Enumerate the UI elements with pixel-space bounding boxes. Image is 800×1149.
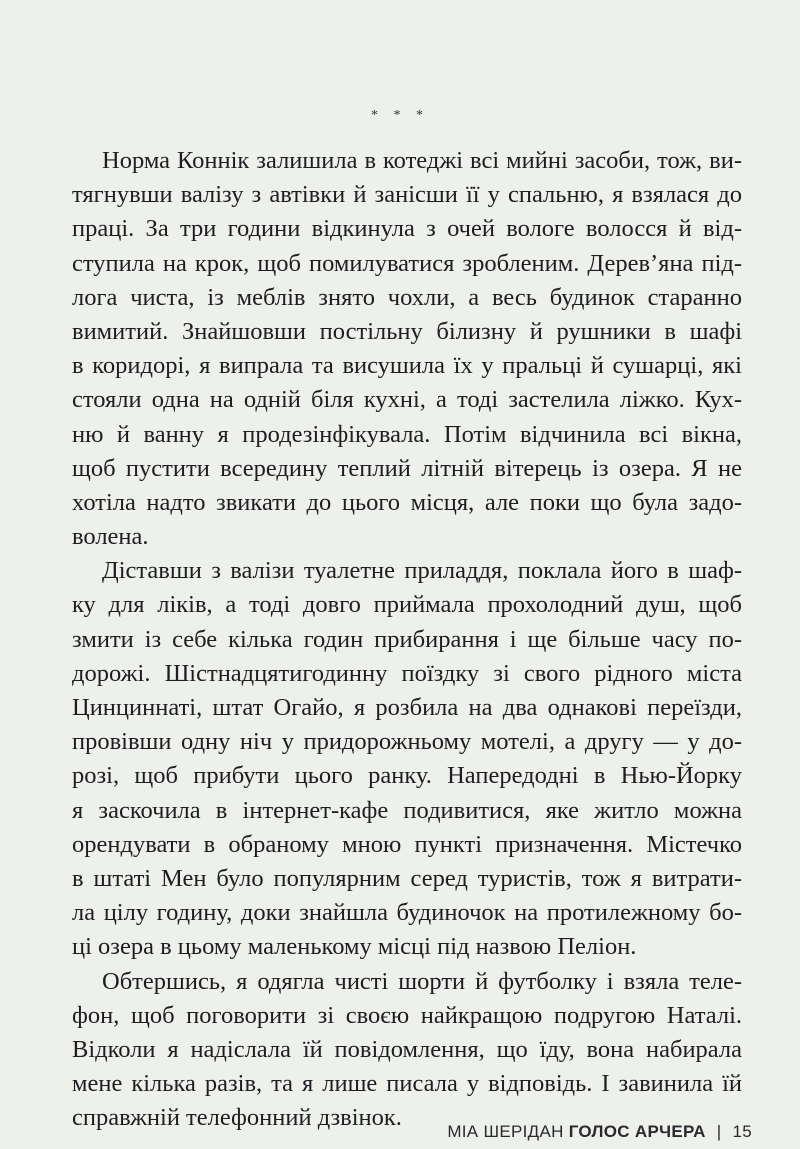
text-line: фон, щоб поговорити зі своєю найкращою подругою Наталі. (72, 1001, 742, 1029)
text-line: ню й ванну я продезінфікувала. Потім відчинила всі вікна, (72, 420, 742, 448)
page-number: 15 (732, 1122, 752, 1141)
text-line: розі, щоб прибути цього ранку. Напередодні в Нью-Йорку (72, 762, 742, 790)
paragraph (72, 144, 742, 554)
text-line: ці озера в цьому маленькому місці під назвою Пеліон. (72, 933, 637, 961)
text-line: дорожі. Шістнадцятигодинну поїздку зі свого рідного міста (72, 659, 742, 687)
text-line: хотіла надто звикати до цього місця, але поки що була задо- (72, 488, 742, 516)
text-line: Цинциннаті, штат Огайо, я розбила на два однакові переїзди, (72, 694, 742, 721)
text-line: тягнувши валізу з автівки й занісши її у спальню, я взялася до (72, 181, 742, 209)
paragraph (72, 965, 742, 1136)
text-line: стояли одна на одній біля кухні, а тоді застелила ліжко. Кух- (72, 386, 742, 414)
text-line: я заскочила в інтернет-кафе подивитися, яке житло можна (72, 796, 742, 824)
text-line: ступила на крок, щоб помилуватися зробленим. Дерев’яна під- (72, 249, 742, 277)
text-line: мене кілька разів, та я лише писала у відповідь. І завинила їй (72, 1070, 742, 1098)
text-line: щоб пустити всередину теплий літній вітерець із озера. Я не (72, 454, 742, 482)
text-line: в коридорі, я випрала та висушила їх у пральці й сушарці, які (72, 352, 742, 380)
text-line: справжній телефонний дзвінок. (72, 1104, 402, 1132)
running-footer (447, 1122, 752, 1142)
footer-book-title: ГОЛОС АРЧЕРА (568, 1122, 706, 1141)
footer-divider: | (716, 1122, 722, 1141)
text-line: ку для ліків, а тоді довго приймала прохолодний душ, щоб (72, 591, 742, 619)
text-line: волена. (72, 523, 149, 551)
text-line: Норма Коннік залишила в котеджі всі мийні засоби, тож, ви- (102, 147, 742, 174)
text-line: орендувати в обраному мною пункті призначення. Містечко (72, 830, 742, 858)
text-line: провівши одну ніч у придорожньому мотелі, а другу — у до- (72, 728, 742, 756)
text-line: праці. За три години відкинула з очей вологе волосся й від- (72, 215, 742, 243)
text-line: Обтершись, я одягла чисті шорти й футболку і взяла теле- (102, 967, 742, 995)
text-line: ла цілу годину, доки знайшла будиночок на протилежному бо- (72, 899, 742, 927)
body-text (72, 144, 742, 1135)
text-line: вимитий. Знайшовши постільну білизну й рушники в шафі (72, 317, 742, 345)
text-line: в штаті Мен було популярним серед туристів, тож я витрати- (72, 864, 742, 892)
text-line: змити із себе кілька годин прибирання і ще більше часу по- (72, 625, 742, 653)
text-line: Діставши з валізи туалетне приладдя, поклала його в шаф- (102, 557, 742, 585)
section-separator: * * * (371, 108, 429, 123)
footer-author: МІА ШЕРІДАН (447, 1122, 564, 1141)
text-line: Відколи я надіслала їй повідомлення, що їду, вона набирала (72, 1035, 742, 1063)
text-line: лога чиста, із меблів знято чохли, а весь будинок старанно (72, 283, 742, 311)
paragraph (72, 554, 742, 964)
